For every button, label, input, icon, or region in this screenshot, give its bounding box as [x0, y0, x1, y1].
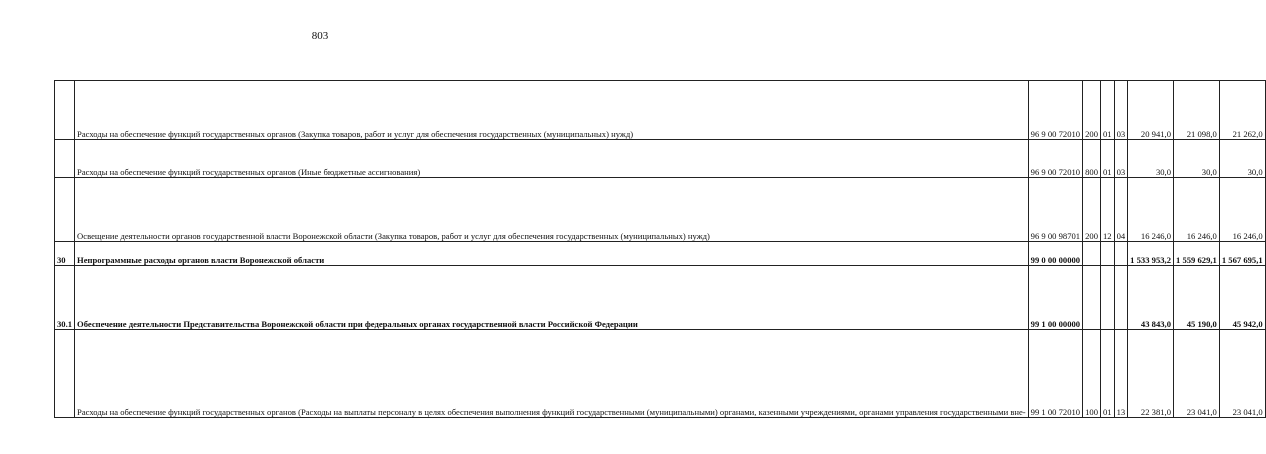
row-sum-1: 43 843,0 — [1128, 266, 1174, 330]
row-sum-1: 20 941,0 — [1128, 81, 1174, 140]
table-row — [55, 140, 1266, 178]
row-code: 99 0 00 00000 — [1028, 242, 1082, 266]
row-name: Расходы на обеспечение функций государственных органов (Иные бюджетные ассигнования) — [75, 140, 1029, 178]
table-row — [55, 178, 1266, 242]
row-section — [1100, 242, 1114, 266]
row-section: 12 — [1100, 178, 1114, 242]
row-sum-1: 1 533 953,2 — [1128, 242, 1174, 266]
row-section: 01 — [1100, 330, 1114, 418]
row-name: Расходы на обеспечение функций государственных органов (Закупка товаров, работ и услуг для обеспечения государственных (муниципальных) нужд) — [75, 81, 1029, 140]
row-expense-type: 100 — [1083, 330, 1101, 418]
row-sum-1: 30,0 — [1128, 140, 1174, 178]
row-sum-3: 23 041,0 — [1219, 330, 1265, 418]
row-expense-type: 200 — [1083, 178, 1101, 242]
row-sum-2: 21 098,0 — [1174, 81, 1220, 140]
budget-table — [54, 80, 1266, 418]
row-section: 01 — [1100, 81, 1114, 140]
table-row — [55, 330, 1266, 418]
row-subsection — [1114, 266, 1128, 330]
table-row — [55, 242, 1266, 266]
row-expense-type — [1083, 266, 1101, 330]
row-number — [55, 140, 75, 178]
row-sum-2: 1 559 629,1 — [1174, 242, 1220, 266]
row-code: 96 9 00 98701 — [1028, 178, 1082, 242]
table-row — [55, 266, 1266, 330]
row-sum-2: 23 041,0 — [1174, 330, 1220, 418]
row-section — [1100, 266, 1114, 330]
row-sum-2: 45 190,0 — [1174, 266, 1220, 330]
row-sum-3: 16 246,0 — [1219, 178, 1265, 242]
row-subsection: 03 — [1114, 81, 1128, 140]
row-expense-type — [1083, 242, 1101, 266]
row-section: 01 — [1100, 140, 1114, 178]
row-sum-2: 30,0 — [1174, 140, 1220, 178]
row-number — [55, 330, 75, 418]
row-sum-2: 16 246,0 — [1174, 178, 1220, 242]
row-number: 30.1 — [55, 266, 75, 330]
row-code: 96 9 00 72010 — [1028, 81, 1082, 140]
row-subsection: 04 — [1114, 178, 1128, 242]
row-name: Освещение деятельности органов государственной власти Воронежской области (Закупка товаров, работ и услуг для обеспечения государственных (муниципальных) нужд) — [75, 178, 1029, 242]
row-subsection: 13 — [1114, 330, 1128, 418]
row-subsection — [1114, 242, 1128, 266]
row-sum-3: 30,0 — [1219, 140, 1265, 178]
row-code: 96 9 00 72010 — [1028, 140, 1082, 178]
row-sum-1: 16 246,0 — [1128, 178, 1174, 242]
row-code: 99 1 00 72010 — [1028, 330, 1082, 418]
row-number: 30 — [55, 242, 75, 266]
row-number — [55, 178, 75, 242]
row-expense-type: 800 — [1083, 140, 1101, 178]
row-expense-type: 200 — [1083, 81, 1101, 140]
row-subsection: 03 — [1114, 140, 1128, 178]
row-name: Расходы на обеспечение функций государственных органов (Расходы на выплаты персоналу в целях обеспечения выполнения функций государственными (муниципальными) органами, казенными учреждениями, органами управления государственными вне- — [75, 330, 1029, 418]
page-number: 803 — [311, 30, 329, 42]
row-name: Обеспечение деятельности Представительства Воронежской области при федеральных органах государственной власти Российской Федерации — [75, 266, 1029, 330]
row-sum-3: 45 942,0 — [1219, 266, 1265, 330]
row-sum-3: 1 567 695,1 — [1219, 242, 1265, 266]
row-sum-1: 22 381,0 — [1128, 330, 1174, 418]
row-sum-3: 21 262,0 — [1219, 81, 1265, 140]
table-row — [55, 81, 1266, 140]
row-code: 99 1 00 00000 — [1028, 266, 1082, 330]
row-name: Непрограммные расходы органов власти Воронежской области — [75, 242, 1029, 266]
row-number — [55, 81, 75, 140]
